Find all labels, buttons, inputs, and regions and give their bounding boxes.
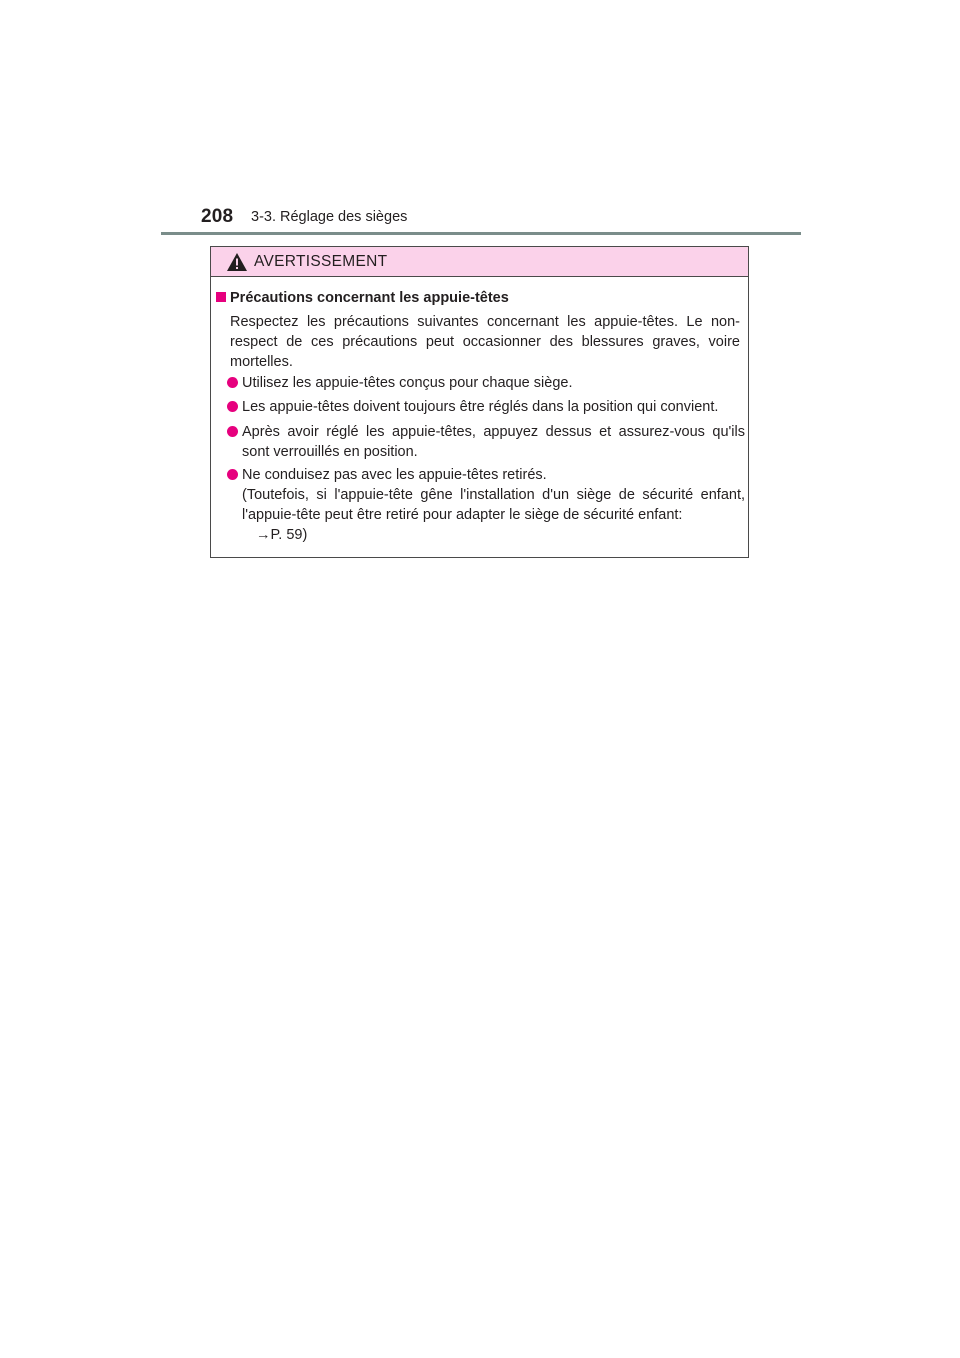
- list-item: [227, 373, 745, 393]
- bullet-text: Utilisez les appuie-têtes conçus pour chaque siège.: [242, 375, 573, 391]
- intro-line: Respectez les précautions suivantes concernant les appuie-têtes. Le non-: [230, 314, 740, 330]
- page-reference-link[interactable]: →P. 59): [256, 527, 308, 543]
- list-item: [227, 465, 745, 545]
- bullet-text: (Toutefois, si l'appuie-tête gêne l'installation d'un siège de sécurité enfant,: [242, 487, 745, 503]
- bullet-text: Après avoir réglé les appuie-têtes, appuyez dessus et assurez-vous qu'ils: [242, 424, 745, 440]
- warning-triangle-icon: [226, 252, 248, 272]
- square-bullet-icon: [216, 292, 226, 302]
- bullet-dot-icon: [227, 469, 238, 480]
- section-title: 3-3. Réglage des sièges: [251, 209, 408, 225]
- bullet-dot-icon: [227, 377, 238, 388]
- warning-box: [210, 246, 749, 558]
- list-item: [227, 422, 745, 462]
- header-rule: [161, 232, 801, 235]
- intro-paragraph: [230, 312, 740, 372]
- bullet-text: Les appuie-têtes doivent toujours être réglés dans la position qui convient.: [242, 399, 719, 415]
- section-heading: [216, 290, 509, 306]
- warning-header: [211, 247, 748, 277]
- bullet-dot-icon: [227, 426, 238, 437]
- warning-title: AVERTISSEMENT: [254, 253, 388, 270]
- bullet-text: sont verrouillés en position.: [242, 444, 418, 460]
- bullet-dot-icon: [227, 401, 238, 412]
- list-item: [227, 397, 745, 417]
- bullet-text: l'appuie-tête peut être retiré pour adapter le siège de sécurité enfant:: [242, 507, 683, 523]
- intro-line: mortelles.: [230, 354, 293, 370]
- page-number: 208: [201, 206, 234, 227]
- bullet-text: Ne conduisez pas avec les appuie-têtes retirés.: [242, 467, 547, 483]
- intro-line: respect de ces précautions peut occasionner des blessures graves, voire: [230, 334, 740, 350]
- section-heading-text: Précautions concernant les appuie-têtes: [230, 290, 509, 306]
